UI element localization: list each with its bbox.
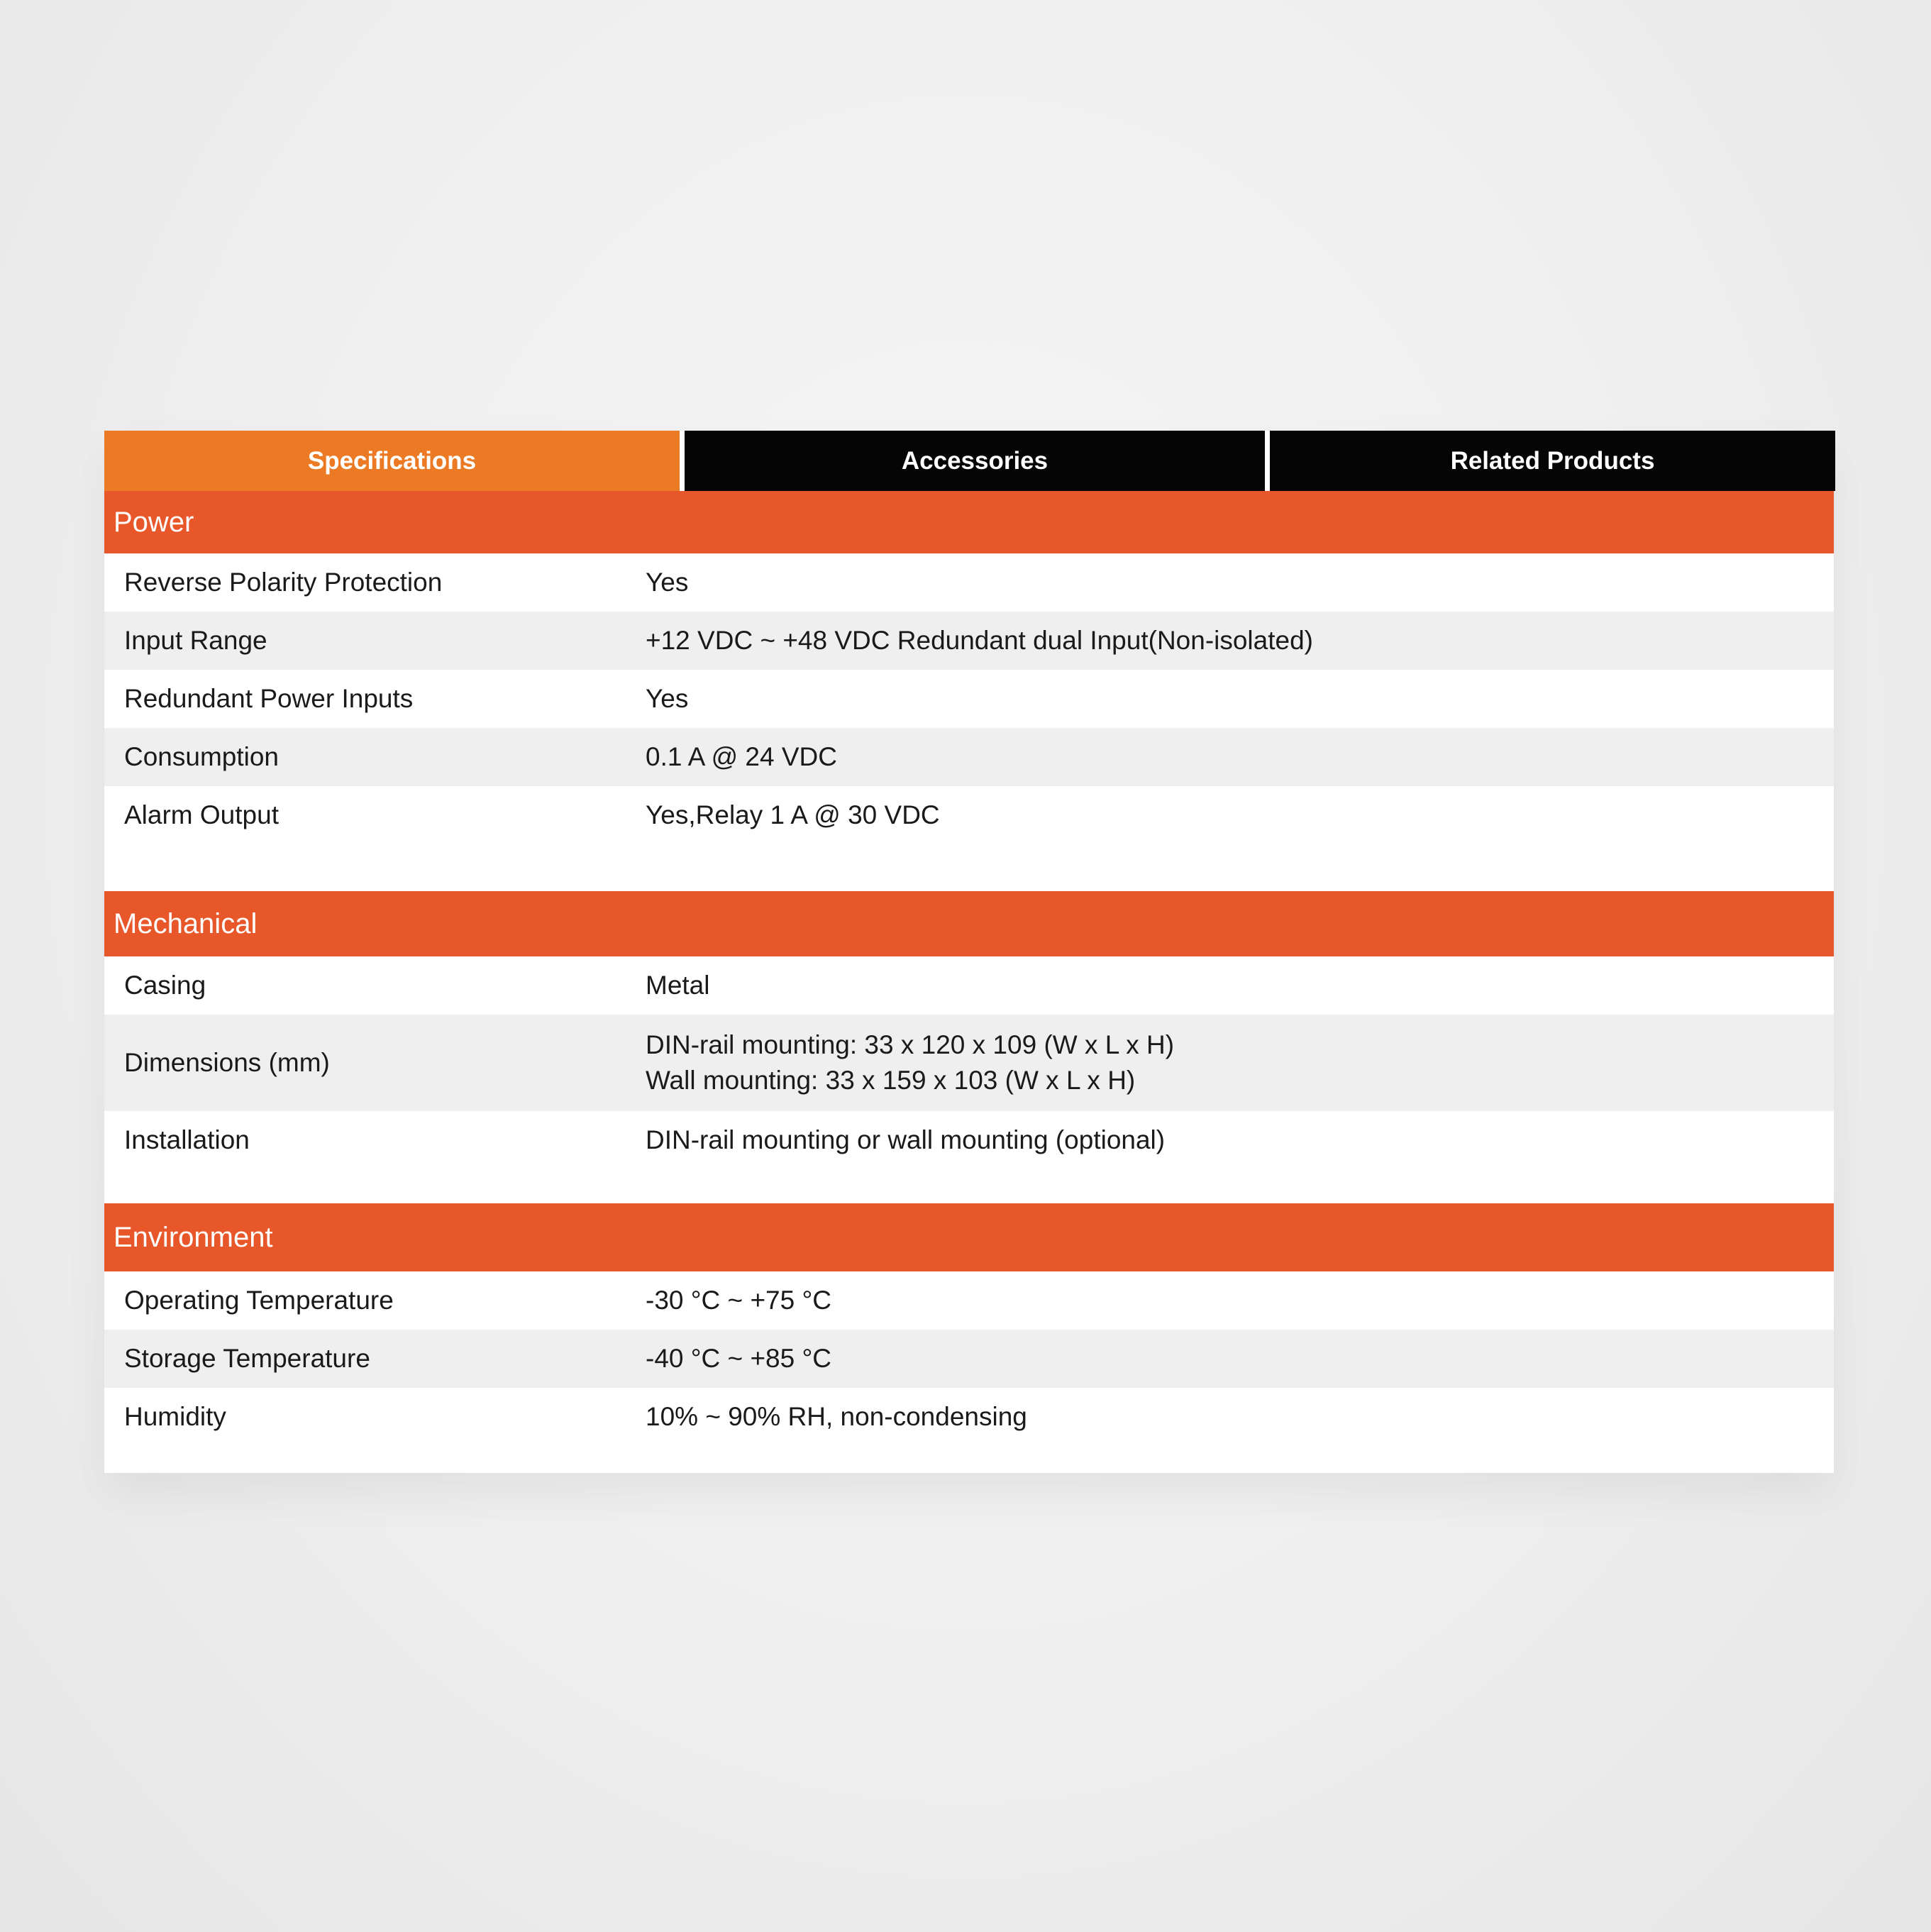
section-spacer	[104, 844, 1834, 891]
row-label: Humidity	[124, 1402, 226, 1431]
row-label: Consumption	[124, 742, 280, 771]
row-value: Yes	[646, 568, 689, 597]
section-header-environment	[104, 1203, 1834, 1271]
row-value: -30 °C ~ +75 °C	[646, 1286, 831, 1315]
row-label: Operating Temperature	[124, 1286, 394, 1315]
section-title: Power	[114, 506, 194, 538]
table-row	[104, 1388, 1834, 1446]
row-label: Redundant Power Inputs	[124, 684, 414, 713]
table-row	[104, 670, 1834, 728]
row-label: Storage Temperature	[124, 1344, 370, 1373]
table-row	[104, 786, 1834, 844]
row-label: Casing	[124, 971, 206, 1000]
table-row	[104, 553, 1834, 612]
table-row	[104, 1015, 1834, 1111]
row-label: Input Range	[124, 626, 267, 655]
row-label: Reverse Polarity Protection	[124, 568, 443, 597]
tab-bar	[104, 431, 1834, 491]
row-value: Metal	[646, 971, 710, 1000]
row-value	[646, 1027, 1834, 1098]
table-row	[104, 956, 1834, 1015]
row-label: Installation	[124, 1125, 250, 1154]
section-header-mechanical	[104, 891, 1834, 956]
spec-panel	[104, 431, 1834, 1473]
row-value: 10% ~ 90% RH, non-condensing	[646, 1402, 1027, 1431]
section-title: Mechanical	[114, 907, 258, 939]
row-value-line: Wall mounting: 33 x 159 x 103 (W x L x H)	[646, 1066, 1136, 1095]
table-row	[104, 1271, 1834, 1330]
section-title: Environment	[114, 1221, 273, 1253]
row-value-line: DIN-rail mounting: 33 x 120 x 109 (W x L x H)	[646, 1030, 1175, 1059]
row-value: DIN-rail mounting or wall mounting (optional)	[646, 1125, 1166, 1154]
tab-accessories[interactable]: Accessories	[685, 431, 1265, 491]
tab-related-products[interactable]: Related Products	[1270, 431, 1835, 491]
section-header-power	[104, 491, 1834, 553]
table-row	[104, 1330, 1834, 1388]
section-spacer	[104, 1446, 1834, 1473]
table-row	[104, 728, 1834, 786]
row-value: Yes	[646, 684, 689, 713]
row-value: +12 VDC ~ +48 VDC Redundant dual Input(Non-isolated)	[646, 626, 1313, 655]
row-label: Alarm Output	[124, 800, 279, 829]
table-row	[104, 612, 1834, 670]
row-label: Dimensions (mm)	[124, 1048, 330, 1077]
tab-specifications[interactable]: Specifications	[104, 431, 680, 491]
section-spacer	[104, 1169, 1834, 1203]
row-value: 0.1 A @ 24 VDC	[646, 742, 837, 771]
row-value: Yes,Relay 1 A @ 30 VDC	[646, 800, 940, 829]
table-row	[104, 1111, 1834, 1169]
row-value: -40 °C ~ +85 °C	[646, 1344, 831, 1373]
